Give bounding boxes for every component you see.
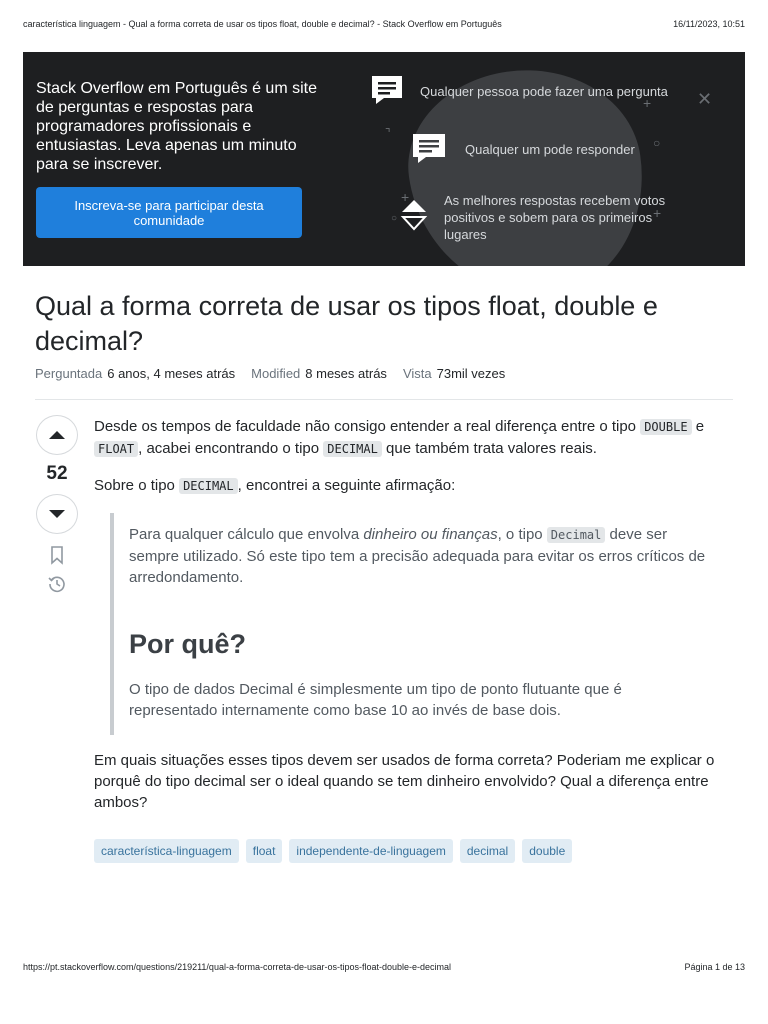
history-icon[interactable] [47,574,67,594]
quote-paragraph-1: Para qualquer cálculo que envolva dinheiro ou finanças, o tipo Decimal deve ser sempre utilizado. Só este tipo tem a precisão adequada para evitar os erros críticos de arredondamento. [129,526,706,586]
corner-decoration-icon: ⌝ [385,126,391,140]
meta-viewed: Vista 73mil vezes [402,366,506,381]
code-decimal: DECIMAL [323,441,382,457]
question-title[interactable]: Qual a forma correta de usar os tipos float, double e decimal? [35,291,658,356]
plus-decoration-icon: + [401,189,410,205]
banner-description: Stack Overflow em Português é um site de perguntas e respostas para programadores profissionais e entusiastas. Leva apenas um minuto para se inscrever. [36,80,317,173]
circle-decoration-icon: ○ [391,213,398,224]
upvote-button[interactable] [36,415,78,455]
tag-float[interactable]: float [246,839,283,863]
vote-arrows-icon [400,198,428,232]
speech-bubble-icon [370,74,404,106]
quote-heading: Por quê? [129,629,247,659]
quote-paragraph-2: O tipo de dados Decimal é simplesmente um tipo de ponto flutuante que é representado internamente como base 10 ao invés de base dois. [129,681,622,719]
code-float: FLOAT [94,441,138,457]
print-header-title: característica linguagem - Qual a forma correta de usar os tipos float, double e decimal? - Stack Overflow em Português [23,19,502,29]
arrow-down-icon [48,509,66,519]
tag-caracteristica-linguagem[interactable]: característica-linguagem [94,839,239,863]
print-footer [23,962,745,972]
code-decimal: DECIMAL [179,478,238,494]
x-decoration-icon: ✕ [697,89,713,109]
speech-bubble-icon [411,132,447,166]
print-header-datetime: 16/11/2023, 10:51 [673,19,745,29]
print-header [23,19,745,29]
circle-decoration-icon: ○ [653,136,661,150]
title-divider [35,399,733,400]
arrow-up-icon [48,430,66,440]
tag-list [94,839,572,863]
blockquote [110,513,734,735]
vote-count: 52 [46,463,68,484]
tag-decimal[interactable]: decimal [460,839,515,863]
downvote-button[interactable] [36,494,78,534]
post-paragraph-1: Desde os tempos de faculdade não consigo entender a real diferença entre o tipo DOUBLE e FLOAT , acabei encontrando o tipo DECIMAL que também trata valores reais. [94,418,705,457]
tag-independente-de-linguagem[interactable]: independente-de-linguagem [289,839,452,863]
code-double: DOUBLE [640,419,691,435]
plus-decoration-icon: + [643,95,652,111]
post-paragraph-3: Em quais situações esses tipos devem ser usados de forma correta? Poderiam me explicar o porquê do tipo decimal ser o ideal quando se tem dinheiro envolvido? Qual a diferença entre ambos? [94,752,715,811]
question-meta [35,366,505,381]
signup-button[interactable]: Inscreva-se para participar desta comunidade [36,187,302,238]
meta-modified: Modified 8 meses atrás [251,366,387,381]
post-paragraph-2: Sobre o tipo DECIMAL , encontrei a seguinte afirmação: [94,477,456,494]
print-footer-page: Página 1 de 13 [684,962,745,972]
print-footer-url: https://pt.stackoverflow.com/questions/219211/qual-a-forma-correta-de-usar-os-tipos-float-double-e-decimal [23,962,452,972]
plus-decoration-icon: + [653,205,662,221]
feature-vote: As melhores respostas recebem votos positivos e sobem para os primeiros lugares [444,193,666,242]
tag-double[interactable]: double [522,839,572,863]
feature-answer: Qualquer um pode responder [465,142,635,157]
bookmark-icon[interactable] [47,545,67,565]
signup-banner [23,52,745,266]
meta-asked: Perguntada 6 anos, 4 meses atrás [35,366,236,381]
code-decimal: Decimal [547,527,606,543]
feature-ask: Qualquer pessoa pode fazer uma pergunta [420,84,668,99]
